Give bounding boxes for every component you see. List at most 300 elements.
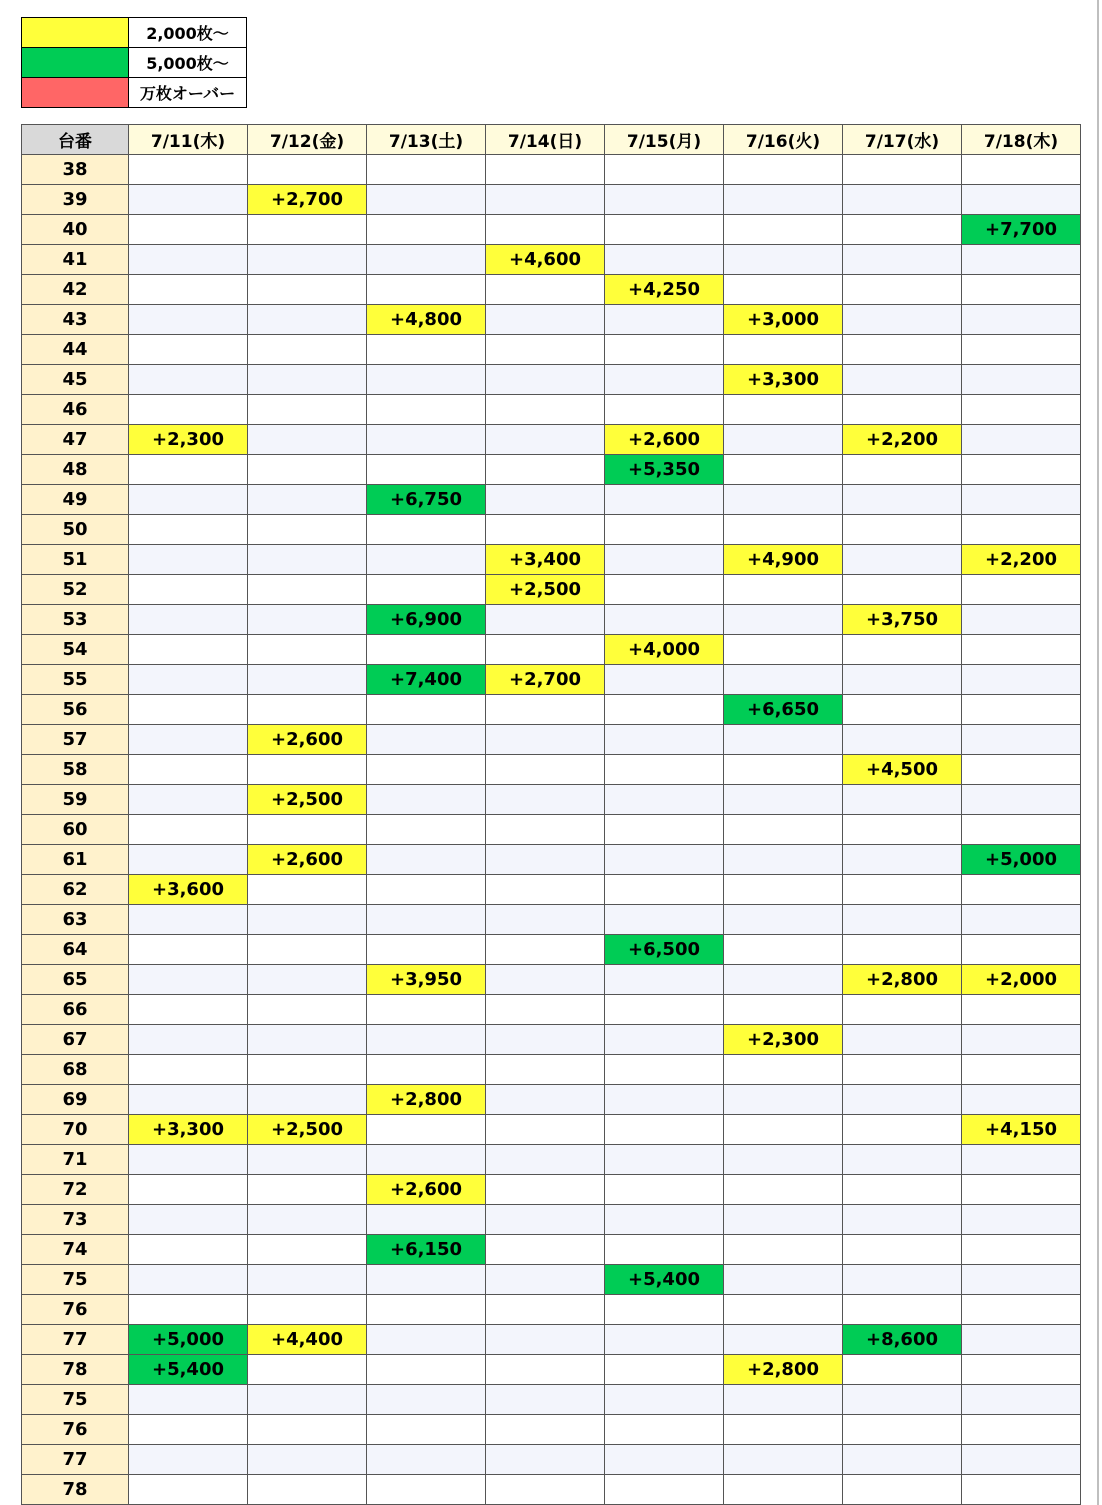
table-row [22, 1265, 1081, 1295]
result-cell [367, 1355, 486, 1385]
result-cell [367, 785, 486, 815]
result-cell [843, 845, 962, 875]
result-cell: +2,200 [962, 545, 1081, 575]
result-cell [129, 1145, 248, 1175]
result-cell [129, 1445, 248, 1475]
table-row [22, 575, 1081, 605]
result-cell [129, 695, 248, 725]
result-cell [486, 1385, 605, 1415]
table-row [22, 185, 1081, 215]
result-cell [367, 755, 486, 785]
machine-number-header: 台番 [22, 125, 129, 155]
result-cell [248, 365, 367, 395]
result-cell [248, 755, 367, 785]
table-row [22, 1085, 1081, 1115]
result-cell [248, 935, 367, 965]
table-row [22, 695, 1081, 725]
result-cell [724, 185, 843, 215]
result-cell [605, 245, 724, 275]
table-row [22, 1145, 1081, 1175]
result-cell: +5,350 [605, 455, 724, 485]
result-cell [605, 905, 724, 935]
machine-number: 76 [22, 1295, 129, 1325]
result-cell [843, 875, 962, 905]
table-row [22, 455, 1081, 485]
result-cell [486, 1085, 605, 1115]
result-cell [248, 1475, 367, 1505]
result-cell [843, 1145, 962, 1175]
table-row [22, 1295, 1081, 1325]
result-cell [962, 575, 1081, 605]
result-cell [724, 665, 843, 695]
result-cell [486, 695, 605, 725]
result-cell [248, 1145, 367, 1175]
result-cell [843, 575, 962, 605]
result-cell [486, 425, 605, 455]
result-cell [724, 785, 843, 815]
result-cell [962, 605, 1081, 635]
result-cell [605, 155, 724, 185]
result-cell [486, 1475, 605, 1505]
result-cell [962, 275, 1081, 305]
result-cell: +2,600 [367, 1175, 486, 1205]
result-cell [724, 1115, 843, 1145]
result-cell [367, 215, 486, 245]
result-cell [962, 725, 1081, 755]
result-cell [248, 305, 367, 335]
result-cell [843, 815, 962, 845]
result-cell [962, 695, 1081, 725]
result-cell [367, 935, 486, 965]
result-cell: +2,800 [724, 1355, 843, 1385]
date-header: 7/11(木) [129, 125, 248, 155]
result-cell: +2,300 [129, 425, 248, 455]
result-cell [486, 1445, 605, 1475]
result-cell [724, 1475, 843, 1505]
sheet-edge-divider [1097, 0, 1099, 1505]
machine-number: 71 [22, 1145, 129, 1175]
table-row [22, 425, 1081, 455]
result-cell [962, 635, 1081, 665]
result-cell [962, 815, 1081, 845]
result-cell [486, 305, 605, 335]
result-cell [367, 1265, 486, 1295]
machine-number: 57 [22, 725, 129, 755]
result-cell: +4,600 [486, 245, 605, 275]
result-cell [962, 785, 1081, 815]
result-cell [248, 1025, 367, 1055]
table-row [22, 1325, 1081, 1355]
result-cell [605, 575, 724, 605]
result-cell [724, 155, 843, 185]
result-cell [367, 695, 486, 725]
result-cell [724, 845, 843, 875]
result-cell [129, 1085, 248, 1115]
result-cell [129, 815, 248, 845]
result-cell [367, 335, 486, 365]
result-cell [248, 1355, 367, 1385]
result-cell [129, 155, 248, 185]
result-cell [248, 965, 367, 995]
table-row [22, 305, 1081, 335]
result-cell [248, 515, 367, 545]
result-cell [962, 365, 1081, 395]
result-cell [843, 185, 962, 215]
result-cell [129, 215, 248, 245]
legend-row [22, 48, 247, 78]
table-row [22, 395, 1081, 425]
result-cell: +2,300 [724, 1025, 843, 1055]
result-cell [724, 1445, 843, 1475]
table-row [22, 995, 1081, 1025]
result-cell [248, 1175, 367, 1205]
result-cell: +5,000 [962, 845, 1081, 875]
result-cell [367, 1205, 486, 1235]
result-cell [248, 455, 367, 485]
result-cell [605, 215, 724, 245]
result-cell: +5,400 [129, 1355, 248, 1385]
result-cell [605, 995, 724, 1025]
result-cell: +2,200 [843, 425, 962, 455]
result-cell [605, 1295, 724, 1325]
result-cell [843, 635, 962, 665]
result-cell: +8,600 [843, 1325, 962, 1355]
result-cell [724, 515, 843, 545]
result-cell [843, 1085, 962, 1115]
result-cell [962, 665, 1081, 695]
table-row [22, 215, 1081, 245]
result-cell [724, 395, 843, 425]
result-cell [724, 725, 843, 755]
machine-number: 55 [22, 665, 129, 695]
result-cell: +2,700 [248, 185, 367, 215]
result-cell [248, 1415, 367, 1445]
table-row [22, 635, 1081, 665]
result-cell [367, 1475, 486, 1505]
machine-number: 44 [22, 335, 129, 365]
result-cell [962, 1445, 1081, 1475]
result-cell: +4,900 [724, 545, 843, 575]
result-cell [367, 1325, 486, 1355]
result-cell: +4,150 [962, 1115, 1081, 1145]
result-cell [129, 845, 248, 875]
result-cell [129, 755, 248, 785]
result-cell [486, 845, 605, 875]
result-cell [605, 1205, 724, 1235]
result-cell [962, 155, 1081, 185]
result-cell [843, 1115, 962, 1145]
table-body [22, 155, 1081, 1505]
result-cell [962, 1475, 1081, 1505]
result-cell [129, 245, 248, 275]
result-cell [248, 155, 367, 185]
table-row [22, 1055, 1081, 1085]
result-cell: +3,750 [843, 605, 962, 635]
result-cell [605, 1325, 724, 1355]
result-cell [724, 485, 843, 515]
result-cell [486, 905, 605, 935]
result-cell [486, 1355, 605, 1385]
machine-number: 53 [22, 605, 129, 635]
result-cell: +3,600 [129, 875, 248, 905]
result-cell [129, 1235, 248, 1265]
result-cell [962, 875, 1081, 905]
result-cell [129, 1295, 248, 1325]
result-cell [248, 995, 367, 1025]
result-cell [367, 725, 486, 755]
result-cell [129, 275, 248, 305]
result-cell [724, 815, 843, 845]
result-cell [724, 1145, 843, 1175]
date-header: 7/12(金) [248, 125, 367, 155]
machine-number: 62 [22, 875, 129, 905]
result-cell [605, 965, 724, 995]
result-cell [605, 1235, 724, 1265]
result-cell: +3,300 [129, 1115, 248, 1145]
result-cell [129, 365, 248, 395]
result-cell [367, 185, 486, 215]
result-cell [486, 785, 605, 815]
result-cell [843, 1025, 962, 1055]
result-cell [724, 1295, 843, 1325]
result-cell [843, 1355, 962, 1385]
table-row [22, 155, 1081, 185]
result-cell [605, 1355, 724, 1385]
result-cell [843, 275, 962, 305]
result-cell [724, 275, 843, 305]
machine-number: 48 [22, 455, 129, 485]
result-cell [248, 485, 367, 515]
machine-number: 45 [22, 365, 129, 395]
table-row [22, 1475, 1081, 1505]
result-cell: +6,500 [605, 935, 724, 965]
result-cell [962, 1205, 1081, 1235]
result-cell [962, 1025, 1081, 1055]
machine-number: 78 [22, 1355, 129, 1385]
result-cell [367, 635, 486, 665]
result-cell [248, 1265, 367, 1295]
result-cell [843, 725, 962, 755]
result-cell [605, 1025, 724, 1055]
machine-number: 77 [22, 1445, 129, 1475]
result-cell [129, 1175, 248, 1205]
table-header-row [22, 125, 1081, 155]
result-cell [486, 1325, 605, 1355]
result-cell [605, 755, 724, 785]
result-cell [129, 665, 248, 695]
result-cell [129, 1415, 248, 1445]
result-cell [843, 365, 962, 395]
result-cell [248, 875, 367, 905]
result-cell: +4,000 [605, 635, 724, 665]
result-cell [486, 875, 605, 905]
result-cell [605, 695, 724, 725]
result-cell: +3,950 [367, 965, 486, 995]
result-cell [724, 875, 843, 905]
date-header: 7/16(火) [724, 125, 843, 155]
result-cell [129, 305, 248, 335]
result-cell [129, 1205, 248, 1235]
machine-number: 75 [22, 1265, 129, 1295]
date-header: 7/18(木) [962, 125, 1081, 155]
result-cell [129, 905, 248, 935]
machine-number: 49 [22, 485, 129, 515]
result-cell [367, 1445, 486, 1475]
results-table [21, 124, 1081, 1505]
result-cell [129, 485, 248, 515]
result-cell [367, 1055, 486, 1085]
result-cell [605, 515, 724, 545]
result-cell [843, 335, 962, 365]
result-cell [605, 1175, 724, 1205]
machine-number: 58 [22, 755, 129, 785]
legend-label-5000: 5,000枚～ [129, 48, 247, 78]
result-cell [248, 1295, 367, 1325]
result-cell [962, 1295, 1081, 1325]
machine-number: 75 [22, 1385, 129, 1415]
result-cell [605, 845, 724, 875]
result-cell [724, 1055, 843, 1085]
result-cell [962, 1175, 1081, 1205]
result-cell [724, 1175, 843, 1205]
result-cell [367, 1415, 486, 1445]
result-cell [962, 305, 1081, 335]
result-cell [724, 605, 843, 635]
result-cell [486, 965, 605, 995]
legend-swatch-10000 [22, 78, 129, 108]
result-cell [486, 1175, 605, 1205]
machine-number: 43 [22, 305, 129, 335]
machine-number: 69 [22, 1085, 129, 1115]
result-cell [605, 1145, 724, 1175]
result-cell: +4,800 [367, 305, 486, 335]
result-cell [248, 395, 367, 425]
result-cell [962, 1355, 1081, 1385]
legend-swatch-5000 [22, 48, 129, 78]
machine-number: 41 [22, 245, 129, 275]
result-cell [962, 905, 1081, 935]
result-cell [248, 1205, 367, 1235]
machine-number: 66 [22, 995, 129, 1025]
table-row [22, 485, 1081, 515]
result-cell [486, 185, 605, 215]
result-cell [724, 1385, 843, 1415]
result-cell [962, 1145, 1081, 1175]
result-cell [605, 545, 724, 575]
table-row [22, 665, 1081, 695]
result-cell [724, 965, 843, 995]
result-cell [367, 1385, 486, 1415]
machine-number: 50 [22, 515, 129, 545]
result-cell [486, 725, 605, 755]
result-cell [962, 515, 1081, 545]
result-cell [843, 515, 962, 545]
result-cell [486, 275, 605, 305]
result-cell [724, 245, 843, 275]
machine-number: 39 [22, 185, 129, 215]
result-cell [962, 1325, 1081, 1355]
result-cell [248, 425, 367, 455]
machine-number: 76 [22, 1415, 129, 1445]
result-cell [843, 665, 962, 695]
result-cell [843, 1055, 962, 1085]
result-cell [248, 1445, 367, 1475]
table-row [22, 1355, 1081, 1385]
result-cell [843, 995, 962, 1025]
result-cell: +2,500 [248, 1115, 367, 1145]
table-row [22, 1175, 1081, 1205]
result-cell [843, 545, 962, 575]
machine-number: 73 [22, 1205, 129, 1235]
table-row [22, 1115, 1081, 1145]
result-cell [367, 1025, 486, 1055]
result-cell [367, 1145, 486, 1175]
result-cell [962, 1055, 1081, 1085]
result-cell [962, 1235, 1081, 1265]
result-cell [486, 635, 605, 665]
result-cell [605, 605, 724, 635]
result-cell [724, 995, 843, 1025]
table-row [22, 845, 1081, 875]
table-row [22, 1205, 1081, 1235]
legend-swatch-2000 [22, 18, 129, 48]
result-cell [486, 1265, 605, 1295]
result-cell [486, 815, 605, 845]
result-cell [129, 635, 248, 665]
result-cell [367, 845, 486, 875]
result-cell [248, 605, 367, 635]
result-cell [605, 485, 724, 515]
result-cell [962, 1385, 1081, 1415]
result-cell [248, 575, 367, 605]
result-cell: +3,400 [486, 545, 605, 575]
result-cell [248, 695, 367, 725]
result-cell: +7,400 [367, 665, 486, 695]
legend [21, 17, 247, 108]
table-row [22, 1025, 1081, 1055]
result-cell [843, 305, 962, 335]
result-cell [367, 1295, 486, 1325]
result-cell [248, 1235, 367, 1265]
result-cell [129, 575, 248, 605]
table-row [22, 905, 1081, 935]
result-cell: +3,000 [724, 305, 843, 335]
result-cell [605, 1055, 724, 1085]
result-cell [129, 1385, 248, 1415]
result-cell [129, 185, 248, 215]
table-row [22, 1415, 1081, 1445]
table-row [22, 275, 1081, 305]
result-cell: +7,700 [962, 215, 1081, 245]
result-cell: +4,400 [248, 1325, 367, 1355]
result-cell: +6,750 [367, 485, 486, 515]
result-cell [962, 455, 1081, 485]
table-row [22, 605, 1081, 635]
result-cell [724, 335, 843, 365]
result-cell [129, 545, 248, 575]
result-cell [248, 335, 367, 365]
result-cell [248, 815, 367, 845]
result-cell [129, 1475, 248, 1505]
result-cell [248, 635, 367, 665]
result-cell [724, 755, 843, 785]
result-cell [605, 1445, 724, 1475]
table-row [22, 335, 1081, 365]
result-cell [605, 665, 724, 695]
result-cell [486, 1115, 605, 1145]
table-row [22, 815, 1081, 845]
result-cell [724, 1205, 843, 1235]
